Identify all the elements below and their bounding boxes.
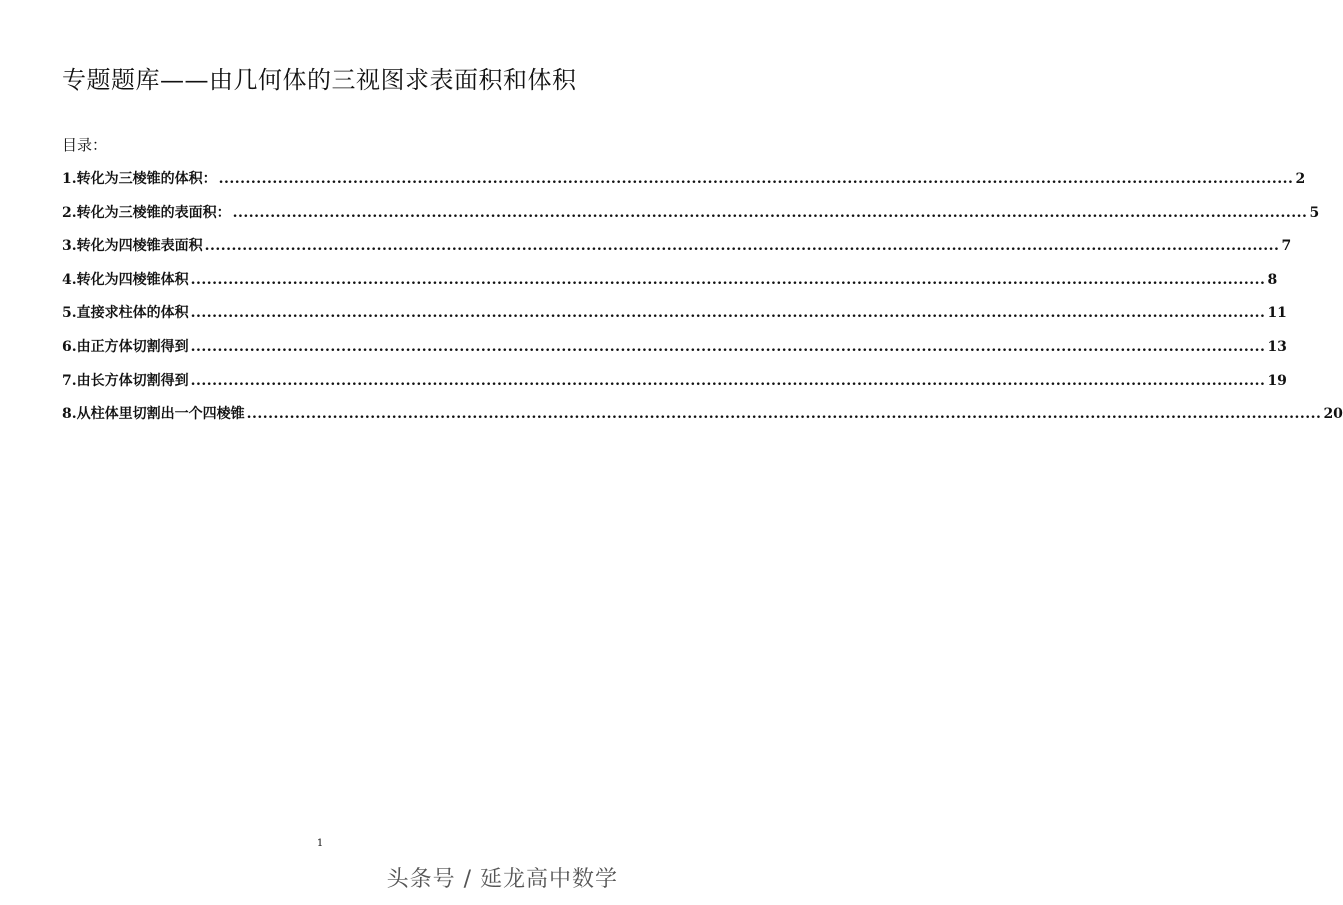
document-title: 专题题库——由几何体的三视图求表面积和体积: [62, 66, 577, 94]
toc-entry-page: 20: [1323, 406, 1343, 423]
toc-entry-4[interactable]: [62, 269, 1278, 303]
toc-entry-page: 8: [1267, 271, 1278, 288]
toc-dot-leader: ........................................................................................................................................................................................................: [190, 372, 1266, 389]
toc-entry-label: 7.由长方体切割得到: [62, 372, 189, 389]
toc-entry-label: 4.转化为四棱锥体积: [62, 271, 189, 288]
toc-entry-page: 13: [1267, 338, 1287, 355]
table-of-contents: [62, 168, 1343, 437]
toc-entry-page: 5: [1309, 204, 1320, 221]
toc-dot-leader: ........................................................................................................................................................................................................: [190, 338, 1266, 355]
toc-dot-leader: ........................................................................................................................................................................................................: [246, 406, 1322, 423]
toc-entry-3[interactable]: [62, 235, 1292, 269]
toc-entry-page: 11: [1267, 305, 1287, 322]
toc-dot-leader: ........................................................................................................................................................................................................: [190, 305, 1266, 322]
toc-entry-2[interactable]: [62, 202, 1320, 236]
toc-entry-label: 1.转化为三棱锥的体积：: [62, 171, 217, 187]
toc-entry-8[interactable]: [62, 403, 1343, 437]
toc-entry-page: 7: [1281, 238, 1292, 255]
watermark-text: 头条号 / 延龙高中数学: [386, 867, 618, 892]
toc-dot-leader: ........................................................................................................................................................................................................: [190, 271, 1266, 288]
toc-entry-label: 5.直接求柱体的体积: [62, 305, 189, 322]
toc-dot-leader: ........................................................................................................................................................................................................: [204, 238, 1280, 255]
toc-entry-5[interactable]: [62, 302, 1287, 336]
toc-entry-7[interactable]: [62, 370, 1287, 404]
toc-entry-page: 19: [1267, 372, 1287, 389]
toc-entry-label: 2.转化为三棱锥的表面积：: [62, 204, 231, 221]
toc-entry-1[interactable]: [62, 168, 1306, 202]
toc-entry-page: 2: [1295, 171, 1306, 187]
toc-entry-label: 3.转化为四棱锥表面积: [62, 238, 203, 255]
page-number: 1: [316, 838, 324, 849]
toc-entry-label: 8.从柱体里切割出一个四棱锥: [62, 406, 245, 423]
toc-dot-leader: ........................................................................................................................................................................................................: [232, 204, 1308, 221]
toc-entry-label: 6.由正方体切割得到: [62, 338, 189, 355]
toc-dot-leader: ........................................................................................................................................................................................................: [218, 171, 1294, 187]
toc-entry-6[interactable]: [62, 336, 1287, 370]
toc-heading: 目录：: [62, 136, 108, 154]
